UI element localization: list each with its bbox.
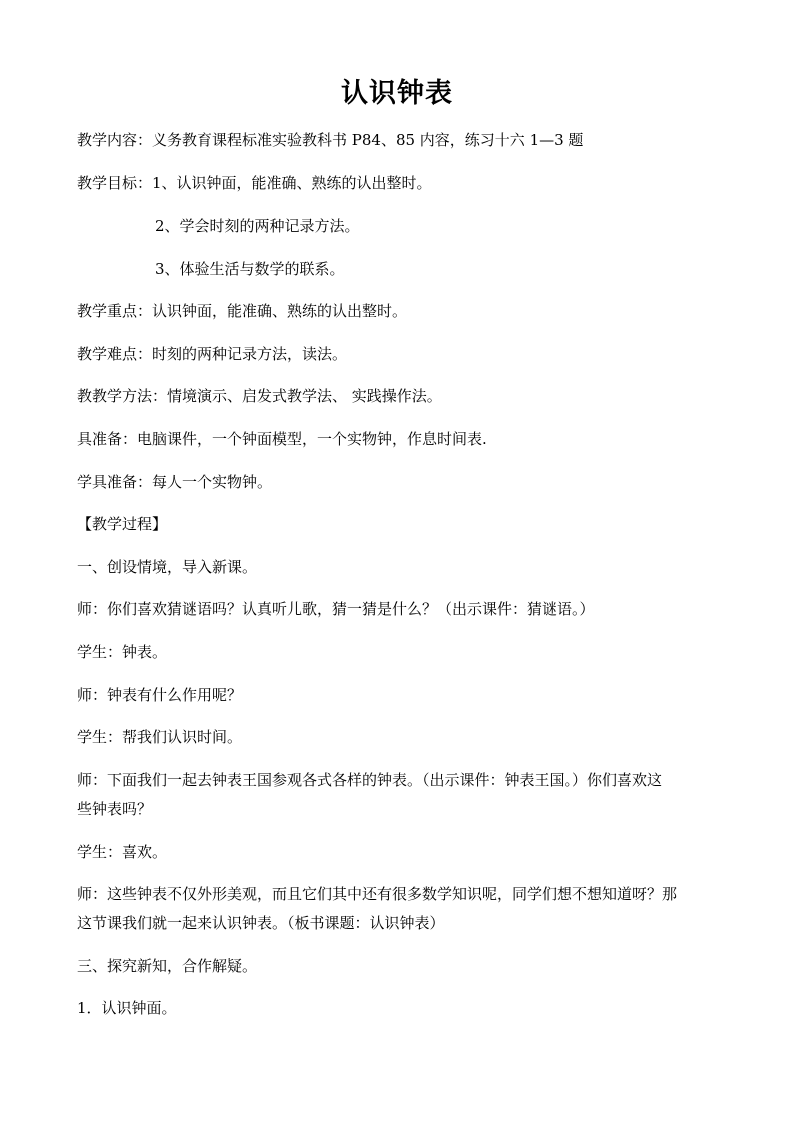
dialogue-line: 学生：帮我们认识时间。 <box>77 728 243 746</box>
subsection-heading: 1．认识钟面。 <box>77 999 177 1017</box>
teaching-goal-1: 教学目标：1、认识钟面，能准确、熟练的认出整时。 <box>77 174 432 192</box>
teaching-method: 教教学方法：情境演示、启发式教学法、 实践操作法。 <box>77 387 442 405</box>
teaching-content: 教学内容：义务教育课程标准实验教科书 P84、85 内容，练习十六 1—3 题 <box>77 131 584 149</box>
teaching-difficulty: 教学难点：时刻的两种记录方法，读法。 <box>77 345 348 363</box>
teaching-materials: 具准备：电脑课件，一个钟面模型，一个实物钟，作息时间表. <box>77 430 487 448</box>
dialogue-line: 学生：钟表。 <box>77 643 168 661</box>
teaching-focus: 教学重点：认识钟面，能准确、熟练的认出整时。 <box>77 302 408 320</box>
section-one-heading: 一、创设情境，导入新课。 <box>77 558 258 576</box>
dialogue-line: 师：你们喜欢猜谜语吗？认真听儿歌，猜一猜是什么？（出示课件：猜谜语。） <box>77 600 595 618</box>
dialogue-line: 师：钟表有什么作用呢？ <box>77 686 243 704</box>
document-title: 认识钟表 <box>341 78 453 109</box>
dialogue-line-continued: 些钟表吗？ <box>77 800 153 818</box>
student-materials: 学具准备：每人一个实物钟。 <box>77 473 273 491</box>
teaching-goal-3: 3、体验生活与数学的联系。 <box>155 260 345 278</box>
section-three-heading: 三、探究新知，合作解疑。 <box>77 957 258 975</box>
dialogue-line: 师：这些钟表不仅外形美观，而且它们其中还有很多数学知识呢，同学们想不想知道呀？那 <box>77 885 678 903</box>
process-heading: 【教学过程】 <box>77 515 168 533</box>
dialogue-line: 师：下面我们一起去钟表王国参观各式各样的钟表。（出示课件：钟表王国。）你们喜欢这 <box>77 771 663 789</box>
dialogue-line: 学生：喜欢。 <box>77 843 168 861</box>
teaching-goal-2: 2、学会时刻的两种记录方法。 <box>155 217 360 235</box>
dialogue-line-continued: 这节课我们就一起来认识钟表。（板书课题：认识钟表） <box>77 914 445 932</box>
